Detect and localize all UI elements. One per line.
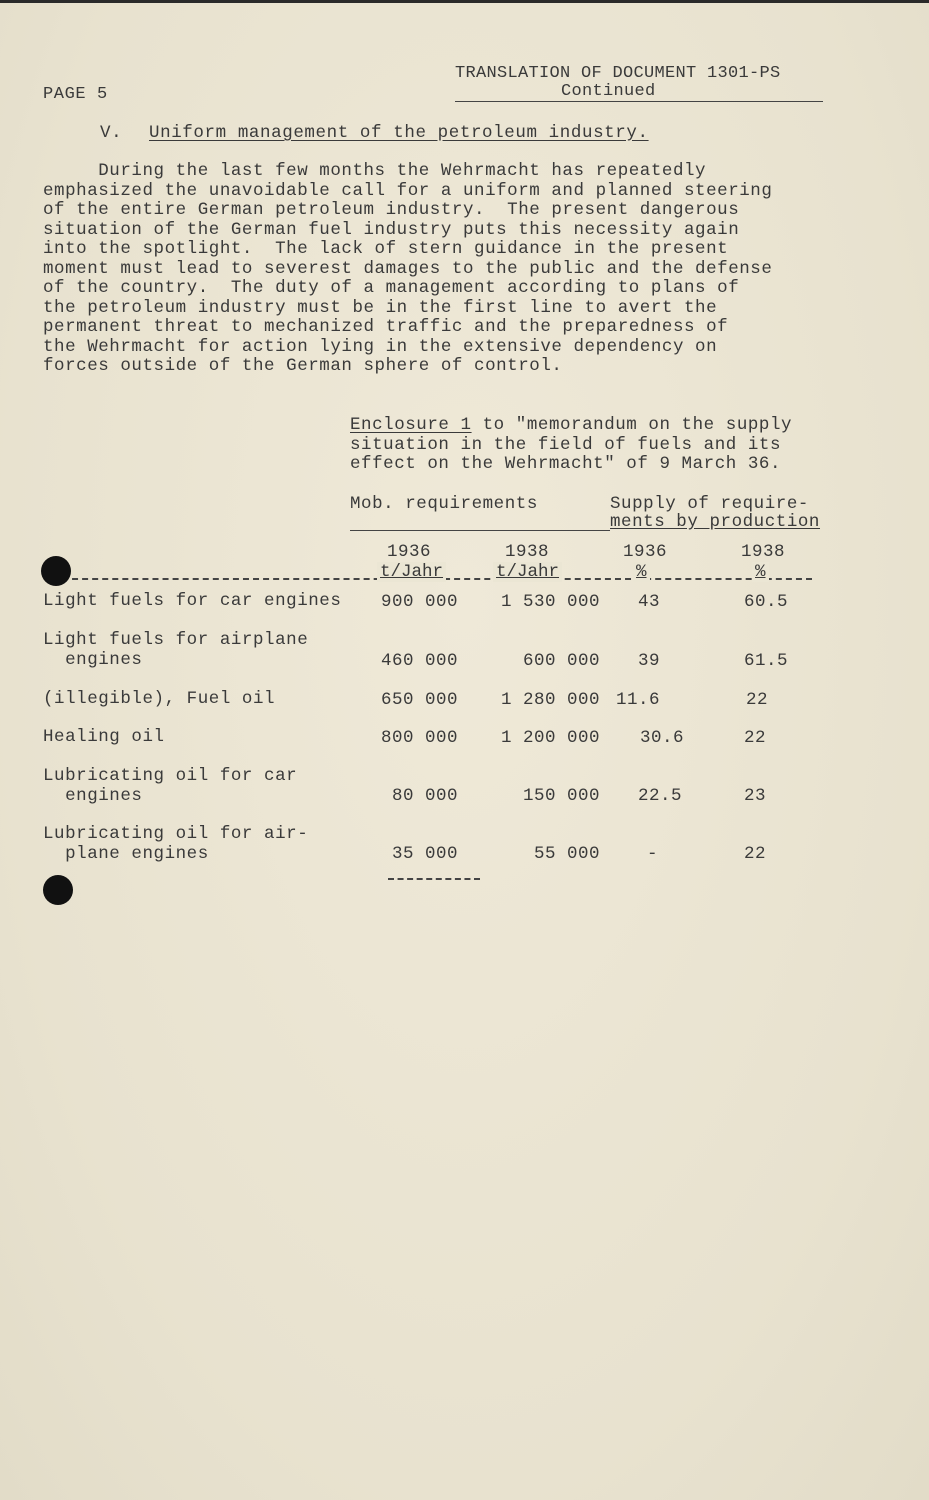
body-line: into the spotlight. The lack of stern guidance in the present bbox=[43, 239, 729, 259]
cell-supply-1936: 43 bbox=[637, 592, 660, 612]
enclosure-line-2: situation in the field of fuels and its bbox=[350, 434, 782, 455]
row-label-line: Light fuels for car engines bbox=[43, 591, 342, 611]
row-label-line: engines bbox=[43, 649, 143, 670]
top-edge bbox=[0, 0, 929, 3]
enclosure-label: Enclosure 1 bbox=[350, 415, 472, 435]
body-line: the Wehrmacht for action lying in the extensive dependency on bbox=[43, 336, 718, 357]
body-line: situation of the German fuel industry puts this necessity again bbox=[43, 219, 740, 240]
body-line: During the last few months the Wehrmacht has repeatedly bbox=[43, 161, 707, 181]
header-rule bbox=[350, 530, 610, 531]
cell-supply-1938: 22 bbox=[745, 690, 768, 710]
supply-header-line-1: Supply of require- bbox=[610, 494, 809, 514]
supply-header-line-2: ments by production bbox=[610, 512, 820, 532]
page-number: PAGE 5 bbox=[43, 85, 108, 104]
cell-mob-1938: 150 000 bbox=[522, 786, 600, 806]
row-label-line: Lubricating oil for car bbox=[43, 766, 298, 786]
enclosure-line-1 bbox=[350, 416, 792, 436]
year-1938-mob: 1938 bbox=[505, 542, 550, 562]
unit-percent-1938: % bbox=[752, 562, 769, 582]
document-title: TRANSLATION OF DOCUMENT 1301-PS bbox=[455, 64, 781, 83]
row-label-light-fuels-car bbox=[43, 592, 341, 612]
cell-mob-1936: 800 000 bbox=[380, 728, 458, 748]
cell-mob-1938: 1 530 000 bbox=[500, 592, 600, 612]
unit-tons-1936: t/Jahr bbox=[377, 562, 446, 582]
document-header bbox=[455, 64, 823, 102]
row-label-line: plane engines bbox=[43, 843, 209, 864]
row-label-lubricating-oil-car bbox=[43, 767, 297, 806]
row-label-line: engines bbox=[43, 785, 143, 806]
cell-supply-1936: - bbox=[646, 844, 658, 864]
row-label-line: Healing oil bbox=[43, 727, 165, 747]
body-line: emphasized the unavoidable call for a uniform and planned steering bbox=[43, 180, 773, 201]
year-1936-supply: 1936 bbox=[623, 542, 668, 562]
body-line: the petroleum industry must be in the first line to avert the bbox=[43, 297, 718, 318]
cell-mob-1936: 80 000 bbox=[391, 786, 458, 806]
cell-mob-1938: 1 200 000 bbox=[500, 728, 600, 748]
cell-supply-1936: 39 bbox=[637, 651, 660, 671]
punch-hole-icon bbox=[41, 556, 71, 586]
cell-supply-1938: 61.5 bbox=[743, 651, 788, 671]
row-label-line: Lubricating oil for air- bbox=[43, 824, 309, 844]
enclosure-line-3: effect on the Wehrmacht" of 9 March 36. bbox=[350, 454, 782, 474]
row-label-light-fuels-airplane bbox=[43, 631, 308, 670]
section-number: V. bbox=[100, 123, 123, 143]
cell-supply-1938: 60.5 bbox=[743, 592, 788, 612]
row-label-lubricating-oil-airplane bbox=[43, 825, 308, 864]
cell-supply-1938: 23 bbox=[743, 786, 766, 806]
row-label-line: (illegible), Fuel oil bbox=[43, 689, 276, 709]
row-label-healing-oil bbox=[43, 728, 165, 748]
mob-requirements-header: Mob. requirements bbox=[350, 494, 538, 514]
cell-supply-1936: 22.5 bbox=[637, 786, 682, 806]
cell-mob-1938: 600 000 bbox=[522, 651, 600, 671]
body-line: permanent threat to mechanized traffic and the preparedness of bbox=[43, 317, 729, 337]
body-paragraph bbox=[43, 162, 833, 377]
body-line: moment must lead to severest damages to the public and the defense bbox=[43, 258, 773, 279]
body-line: of the country. The duty of a management according to plans of bbox=[43, 278, 740, 298]
cell-mob-1936: 35 000 bbox=[391, 844, 458, 864]
body-line: forces outside of the German sphere of control. bbox=[43, 356, 563, 376]
year-1938-supply: 1938 bbox=[741, 542, 786, 562]
cell-supply-1938: 22 bbox=[743, 844, 766, 864]
cell-mob-1936: 900 000 bbox=[380, 592, 458, 612]
continued-label: Continued bbox=[455, 83, 823, 102]
body-line: of the entire German petroleum industry. The present dangerous bbox=[43, 200, 740, 220]
section-title: Uniform management of the petroleum industry. bbox=[149, 123, 649, 143]
cell-supply-1936: 11.6 bbox=[615, 690, 660, 710]
row-label-line: Light fuels for airplane bbox=[43, 630, 309, 650]
unit-tons-1938: t/Jahr bbox=[493, 562, 562, 582]
row-label-fuel-oil bbox=[43, 690, 275, 710]
cell-supply-1936: 30.6 bbox=[639, 728, 684, 748]
cell-mob-1936: 650 000 bbox=[380, 690, 458, 710]
cell-supply-1938: 22 bbox=[743, 728, 766, 748]
cell-mob-1938: 1 280 000 bbox=[500, 690, 600, 710]
year-1936-mob: 1936 bbox=[387, 542, 432, 562]
enclosure-caption bbox=[350, 416, 792, 475]
punch-hole-icon bbox=[43, 875, 73, 905]
cell-mob-1936: 460 000 bbox=[380, 651, 458, 671]
cell-mob-1938: 55 000 bbox=[533, 844, 600, 864]
unit-percent-1936: % bbox=[633, 562, 650, 582]
enclosure-line-1-rest: to "memorandum on the supply bbox=[471, 415, 793, 435]
end-rule bbox=[388, 878, 480, 880]
